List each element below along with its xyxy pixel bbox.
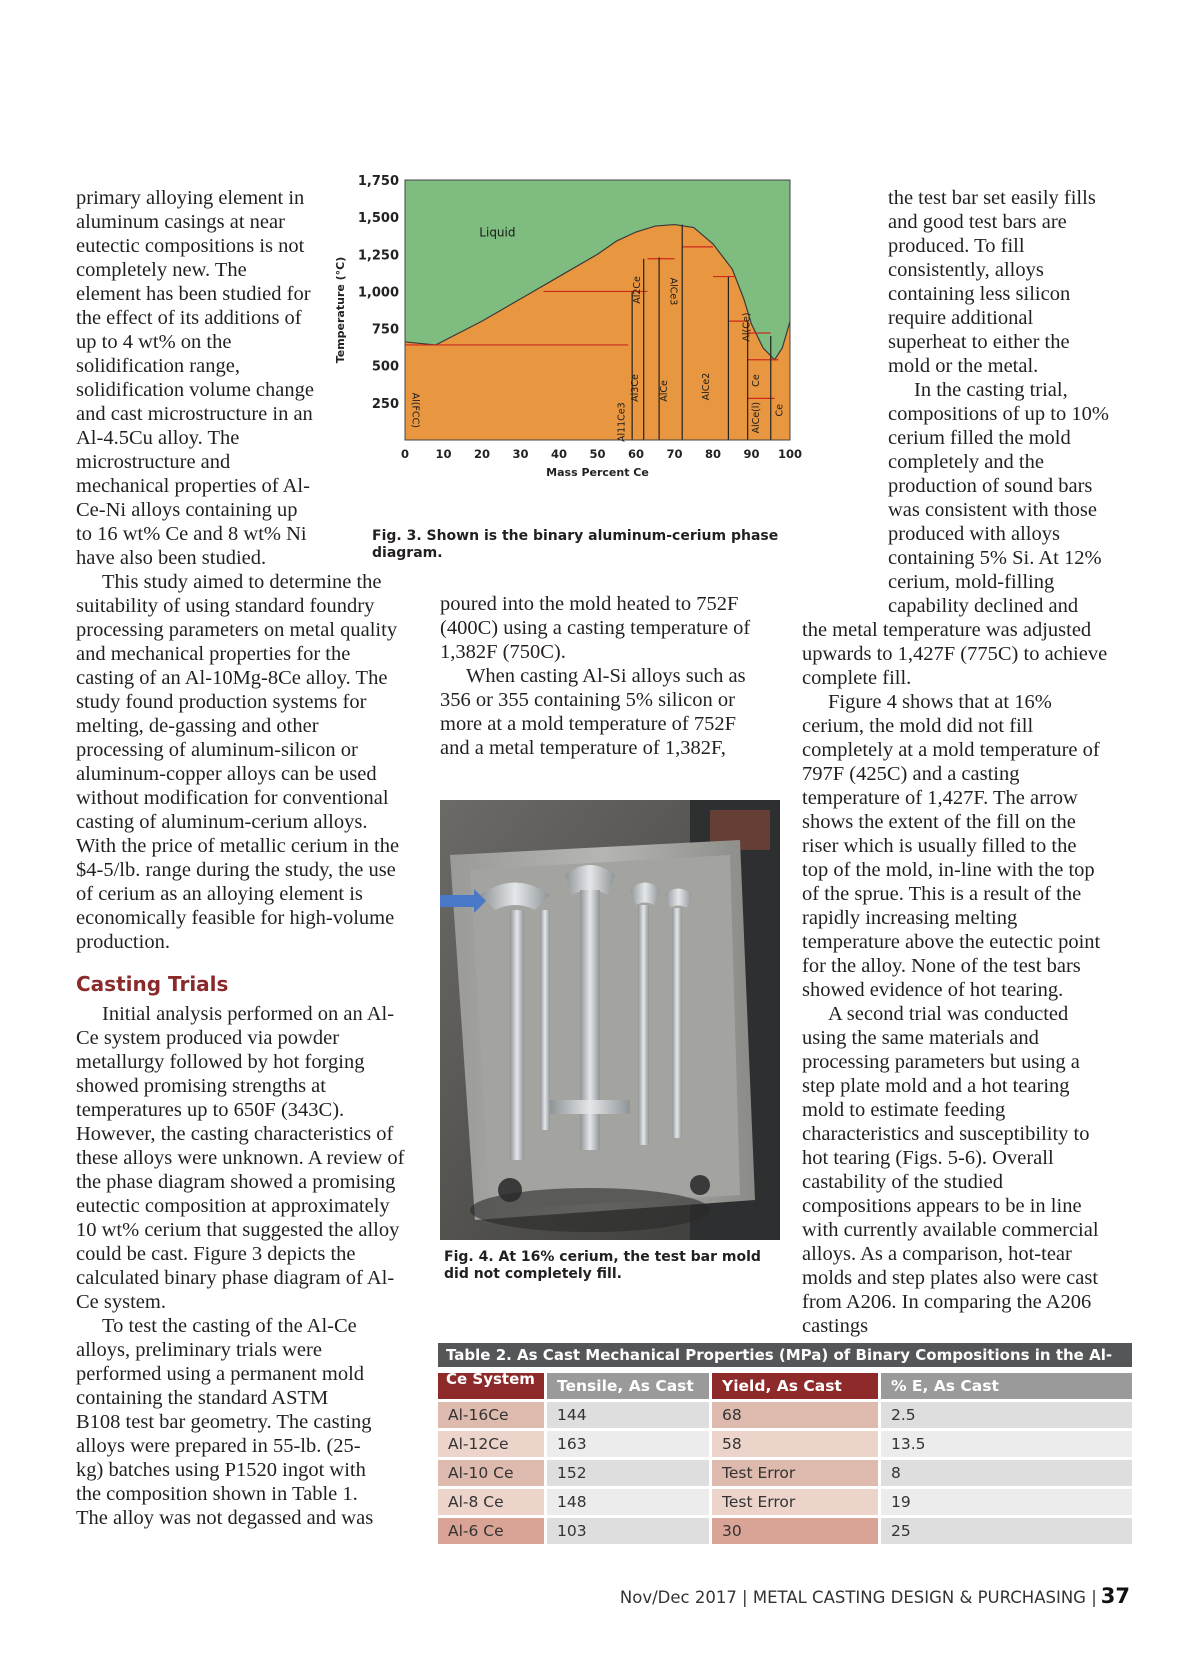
table-row: [438, 1460, 1132, 1486]
text-column-2: [440, 592, 770, 760]
phase-diagram-chart: [334, 174, 848, 515]
y-tick-label: 1,750: [357, 174, 399, 189]
paragraph: the metal temperature was adjusted upwards to 1,427F (775C) to achieve complete fill.: [802, 619, 1108, 689]
y-tick-label: 750: [371, 322, 399, 338]
table-cell: 25: [881, 1518, 1132, 1544]
text-column-3: [802, 186, 1132, 1338]
mechanical-properties-table: [438, 1343, 1132, 1547]
x-tick-label: 70: [666, 447, 683, 461]
table-cell: Al-6 Ce: [438, 1518, 544, 1544]
table-cell: 2.5: [881, 1402, 1132, 1428]
paragraph: When casting Al-Si alloys such as 356 or 355 containing 5% silicon or more at a mold temperature of 752F and a metal temperature of 1,382F,: [440, 665, 746, 759]
phase-label: Al(Ce): [741, 312, 753, 342]
y-tick-label: 500: [371, 359, 399, 375]
table-cell: Al-16Ce: [438, 1402, 544, 1428]
phase-label: AlCe3: [667, 277, 679, 306]
table-header-row: [438, 1373, 1132, 1399]
y-tick-label: 250: [371, 396, 399, 412]
footer-text: Nov/Dec 2017 | METAL CASTING DESIGN & PURCHASING |: [619, 1588, 1097, 1607]
phase-label: Al3Ce: [629, 374, 641, 402]
table-cell: 103: [547, 1518, 709, 1544]
table-title: Table 2. As Cast Mechanical Properties (MPa) of Binary Compositions in the Al-Ce System: [438, 1343, 1132, 1367]
plot-area: [405, 180, 790, 442]
paragraph: This study aimed to determine the suitability of using standard foundry processing parameters on metal quality and mechanical properties for the casting of an Al-10Mg-8Ce alloy. The study found production systems for melting, de-gassing and other processing of aluminum-silicon or aluminum-copper alloys can be used without modification for conventional casting of aluminum-cerium alloys. With the price of metallic cerium in the $4-5/lb. range during the study, the use of cerium as an alloying element is economically feasible for high-volume production.: [76, 571, 400, 953]
table-header: % E, As Cast: [881, 1373, 1132, 1399]
x-tick-label: 60: [627, 447, 645, 461]
phase-label: AlCe2: [701, 372, 713, 401]
paragraph: To test the casting of the Al-Ce alloys, preliminary trials were performed using a permanent mold containing the standard ASTM B108 test bar geometry. The casting alloys were prepared in 55-lb. (25-kg) batches using P1520 ingot with the composition shown in Table 1. The alloy was not degassed and was: [76, 1315, 374, 1529]
table-cell: 68: [712, 1402, 878, 1428]
paragraph: primary alloying element in aluminum casings at near eutectic compositions is not completely new. The element has been studied for the effect of its additions of up to 4 wt% on the solidification range, solidification volume change and cast microstructure in an Al-4.5Cu alloy. The microstructure and mechanical properties of Al-Ce-Ni alloys containing up to 16 wt% Ce and 8 wt% Ni have also been studied.: [76, 187, 314, 569]
table-cell: 163: [547, 1431, 709, 1457]
table-cell: 30: [712, 1518, 878, 1544]
phase-label: Al(FCC): [409, 392, 421, 428]
table-row: [438, 1489, 1132, 1515]
x-tick-label: 100: [777, 447, 803, 461]
table-cell: 148: [547, 1489, 709, 1515]
phase-label: Al11Ce3: [616, 402, 628, 443]
phase-label: Liquid: [479, 225, 516, 240]
x-tick-label: 0: [400, 447, 410, 461]
table-cell: 144: [547, 1402, 709, 1428]
figure-3-caption: Fig. 3. Shown is the binary aluminum-cerium phase diagram.: [372, 528, 779, 561]
mold-illustration: [440, 800, 780, 1240]
table-cell: Test Error: [712, 1460, 878, 1486]
phase-label: Al2Ce: [631, 276, 643, 304]
paragraph: Initial analysis performed on an Al-Ce system produced via powder metallurgy followed by hot forging showed promising strengths at temperatures up to 650F (343C). However, the casting characteristics of these alloys were unknown. A review of the phase diagram showed a promising eutectic composition at approximately 10 wt% cerium that suggested the alloy could be cast. Figure 3 depicts the calculated binary phase diagram of Al-Ce system.: [76, 1003, 405, 1313]
y-tick-label: 1,000: [357, 285, 399, 301]
table-cell: 8: [881, 1460, 1132, 1486]
table-row: [438, 1518, 1132, 1544]
table-cell: 13.5: [881, 1431, 1132, 1457]
page-number: 37: [1100, 1584, 1130, 1608]
x-tick-label: 40: [550, 447, 568, 461]
table-cell: Test Error: [712, 1489, 878, 1515]
table-cell: 58: [712, 1431, 878, 1457]
figure-4-caption: Fig. 4. At 16% cerium, the test bar mold did not completely fill.: [444, 1249, 761, 1282]
section-heading: Casting Trials: [76, 972, 229, 996]
x-tick-label: 90: [743, 447, 760, 461]
phase-label: AlCe: [658, 380, 670, 402]
paragraph: the test bar set easily fills and good test bars are produced. To fill consistently, alloys containing less silicon require additional superheat to either the mold or the metal.: [888, 187, 1096, 377]
table-row: [438, 1402, 1132, 1428]
table-cell: Al-10 Ce: [438, 1460, 544, 1486]
test-bar-mold-photo: [440, 800, 780, 1240]
y-axis-label: Temperature (°C): [334, 256, 347, 364]
paragraph: poured into the mold heated to 752F (400C) using a casting temperature of 1,382F (750C).: [440, 593, 751, 663]
table-cell: Al-8 Ce: [438, 1489, 544, 1515]
x-tick-label: 50: [589, 447, 606, 461]
table-cell: 19: [881, 1489, 1132, 1515]
table-row: [438, 1431, 1132, 1457]
y-tick-label: 1,500: [357, 211, 399, 227]
x-tick-label: 10: [435, 447, 452, 461]
table-cell: Al-12Ce: [438, 1431, 544, 1457]
x-tick-label: 20: [473, 447, 491, 461]
paragraph: Figure 4 shows that at 16% cerium, the mold did not fill completely at a mold temperature of 797F (425C) and a casting temperature of 1,427F. The arrow shows the extent of the fill on the riser which is usually filled to the top of the mold, in-line with the top of the sprue. This is a result of the rapidly increasing melting temperature above the eutectic point for the alloy. None of the test bars showed evidence of hot tearing.: [802, 691, 1101, 1001]
paragraph: In the casting trial, compositions of up to 10% cerium filled the mold completely and the production of sound bars was consistent with those produced with alloys containing 5% Si. At 12% cerium, mold-filling capability declined and: [888, 379, 1109, 617]
table-cell: 152: [547, 1460, 709, 1486]
y-tick-label: 1,250: [357, 248, 399, 264]
table-header: Tensile, As Cast: [547, 1373, 709, 1399]
x-tick-label: 30: [512, 447, 529, 461]
phase-label: AlCe(l): [751, 401, 763, 434]
table-header: Yield, As Cast: [712, 1373, 878, 1399]
paragraph: A second trial was conducted using the same materials and processing parameters but using a step plate mold and a hot tearing mold to estimate feeding characteristics and susceptibility to hot tearing (Figs. 5-6). Overall castability of the studied compositions appears to be in line with currently available commercial alloys. As a comparison, hot-tear molds and step plates also were cast from A206. In comparing the A206 castings: [802, 1003, 1099, 1337]
x-tick-label: 80: [704, 447, 722, 461]
data-table: [435, 1370, 1135, 1547]
phase-label: Ce: [774, 404, 786, 417]
page-footer: [620, 1584, 1130, 1608]
x-axis-label: Mass Percent Ce: [546, 466, 649, 479]
phase-label: Ce: [751, 374, 763, 387]
